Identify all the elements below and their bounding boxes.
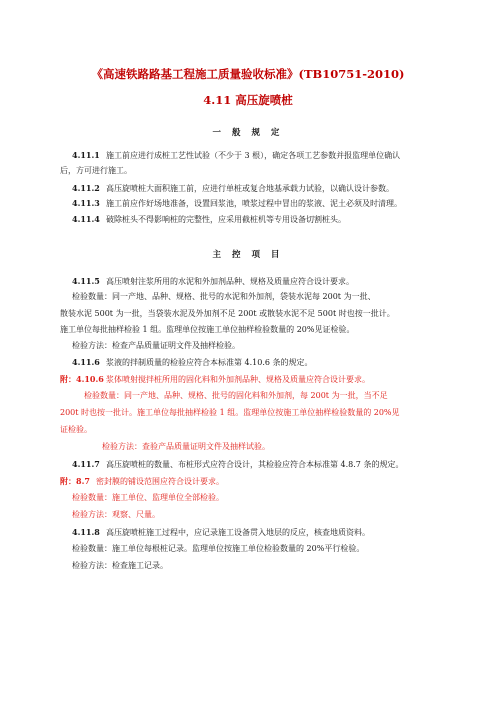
attachment-8-7-check: 检验数量：施工单位、监理单位全部检验。 bbox=[72, 493, 224, 502]
clause-4-11-5-check-2: 散装水泥 500t 为一批，当袋装水泥及外加剂不足 200t 或散装水泥不足 500t 时也按一批计。 bbox=[60, 309, 395, 318]
clause-4-11-1-cont: 后，方可进行施工。 bbox=[60, 166, 132, 175]
attachment-4-10-6-method: 检验方法：查验产品质量证明文件及抽样试验。 bbox=[102, 442, 270, 451]
clause-4-11-3: 4.11.3 施工前应作好场地准备，设置回浆池，喷浆过程中冒出的浆液、泥土必须及时清理。 bbox=[72, 198, 402, 208]
clause-number: 4.11.3 bbox=[72, 198, 100, 208]
attachment-4-10-6-check-1: 检验数量：同一产地、品种、规格、批号的固化料和外加剂，每 200t 为一批，当不足 bbox=[84, 391, 388, 400]
clause-number: 4.11.7 bbox=[72, 459, 100, 469]
document-title: 《高速铁路路基工程施工质量验收标准》(TB10751-2010) bbox=[91, 67, 405, 81]
clause-number: 4.11.5 bbox=[72, 276, 100, 286]
attachment-4-10-6-check-3: 证检验。 bbox=[60, 425, 92, 434]
main-heading: 主 控 项 目 bbox=[212, 250, 284, 260]
clause-4-11-6: 4.11.6 浆液的拌制质量的检验应符合本标准第 4.10.6 条的规定。 bbox=[72, 357, 313, 367]
general-heading: 一 般 规 定 bbox=[212, 128, 284, 138]
clause-4-11-7: 4.11.7 高压旋喷桩的数量、布桩形式应符合设计，其检验应符合本标准第 4.8.7 条的规定。 bbox=[72, 459, 404, 469]
attachment-label: 附：4.10.6 bbox=[60, 374, 104, 384]
attachment-8-7: 附：8.7 密封膜的铺设范围应符合设计要求。 bbox=[60, 476, 224, 486]
attachment-4-10-6: 附：4.10.6 浆体喷射搅拌桩所用的固化料和外加剂品种、规格及质量应符合设计要求。 bbox=[60, 374, 370, 384]
clause-4-11-2: 4.11.2 高压旋喷桩大面积施工前，应进行单桩或复合地基承载力试验，以确认设计参数。 bbox=[72, 183, 394, 193]
clause-number: 4.11.6 bbox=[72, 357, 100, 367]
clause-number: 4.11.4 bbox=[72, 214, 100, 224]
attachment-4-10-6-check-2: 200t 时也按一批计。施工单位每批抽样检验 1 组。监理单位按施工单位抽样检验数量的 20%见 bbox=[60, 408, 400, 417]
clause-number: 4.11.2 bbox=[72, 183, 100, 193]
clause-4-11-8-method: 检验方法：检查施工记录。 bbox=[72, 561, 168, 570]
clause-4-11-5-check-3: 施工单位每批抽样检验 1 组。监理单位按施工单位抽样检验数量的 20%见证检验。 bbox=[60, 325, 355, 334]
clause-4-11-5: 4.11.5 高压喷射注浆所用的水泥和外加剂品种、规格及质量应符合设计要求。 bbox=[72, 276, 354, 286]
clause-4-11-1: 4.11.1 施工前应进行成桩工艺性试验（不少于 3 根），确定各项工艺参数并报监理单位确认 bbox=[72, 150, 401, 160]
clause-number: 4.11.8 bbox=[72, 527, 100, 537]
clause-4-11-4: 4.11.4 破除桩头不得影响桩的完整性，应采用截桩机等专用设备切割桩头。 bbox=[72, 214, 346, 224]
clause-number: 4.11.1 bbox=[72, 150, 100, 160]
attachment-8-7-method: 检验方法：观察、尺量。 bbox=[72, 510, 160, 519]
clause-4-11-8-check: 检验数量：施工单位每根桩记录。监理单位按施工单位检验数量的 20%平行检验。 bbox=[72, 544, 365, 553]
section-subtitle: 4.11 高压旋喷桩 bbox=[203, 93, 293, 107]
attachment-label: 附：8.7 bbox=[60, 476, 90, 486]
clause-4-11-8: 4.11.8 高压旋喷桩施工过程中，应记录施工设备贯入地层的反应，核查地质资料。 bbox=[72, 527, 370, 537]
clause-4-11-5-method: 检验方法：检查产品质量证明文件及抽样检验。 bbox=[72, 341, 240, 350]
clause-4-11-5-check-1: 检验数量：同一产地、品种、规格、批号的水泥和外加剂，袋装水泥每 200t 为一批、 bbox=[72, 292, 376, 301]
